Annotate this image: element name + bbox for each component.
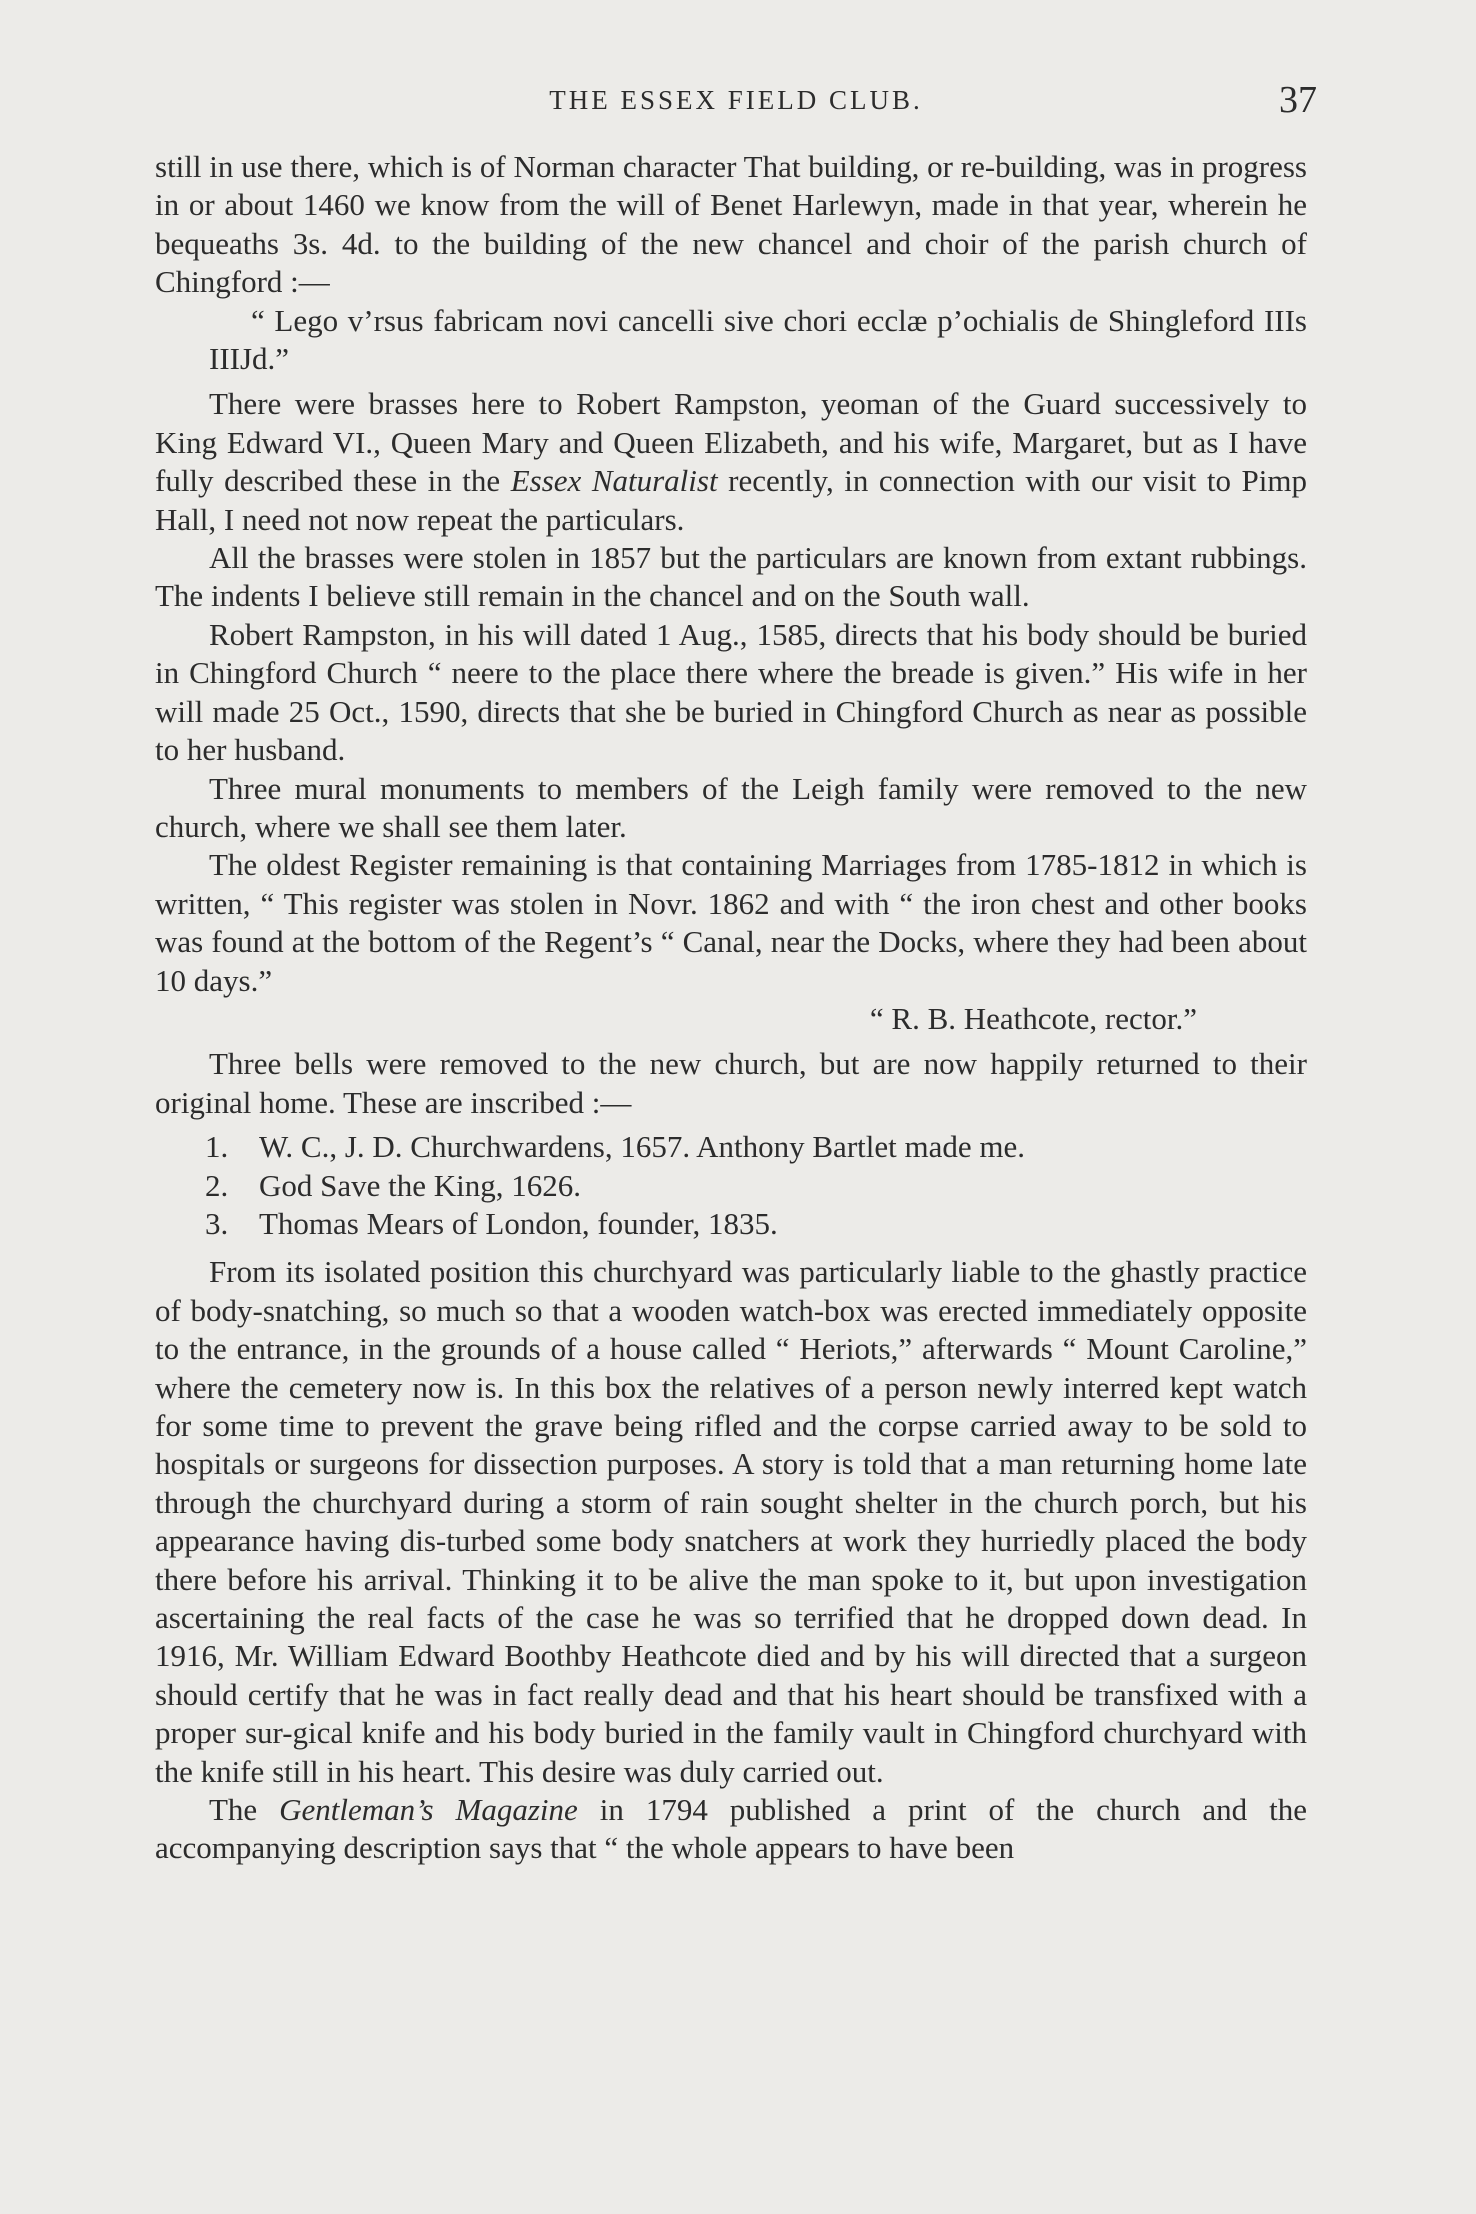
paragraph-brasses — [155, 385, 1307, 539]
paragraph-stolen-brasses: All the brasses were stolen in 1857 but the particulars are known from extant rubbings. The indents I believe still remain in the chancel and on the South wall. — [155, 540, 1307, 614]
paragraph-leigh-monuments: Three mural monuments to members of the Leigh family were removed to the new church, where we shall see them later. — [155, 770, 1307, 844]
paragraph-gentlemans-magazine — [155, 1791, 1307, 1868]
essex-naturalist-title: Essex Naturalist — [510, 463, 718, 499]
bell-item — [155, 1167, 1307, 1205]
bell-number: 1. — [205, 1129, 229, 1165]
bell-inscription: Thomas Mears of London, founder, 1835. — [259, 1205, 778, 1241]
bell-number: 2. — [205, 1167, 229, 1203]
body-text — [155, 148, 1307, 1868]
paragraph-brasses-text-1: There were brasses here to Robert Rampston, yeoman of the Guard successively to King Edward VI., Queen Mary and Queen Elizabeth, and his wife, Margaret, but as I have fully described these in the — [155, 386, 1307, 499]
paragraph-magazine-text-1: The — [209, 1792, 280, 1828]
paragraph-magazine-text-2: in 1794 published a print of the church and the accompanying description says that “ the whole appears to have been — [155, 1792, 1308, 1866]
bell-inscription: God Save the King, 1626. — [259, 1167, 582, 1203]
gentlemans-magazine-title: Gentleman’s Magazine — [279, 1792, 578, 1828]
paragraph-register: The oldest Register remaining is that containing Marriages from 1785-1812 in which is written, “ This register was stolen in Novr. 1862 and with “ the iron chest and other books was found at the bottom of the Regent’s “ Canal, near the Docks, where they had been about 10 days.” — [155, 847, 1307, 998]
running-head — [155, 78, 1317, 122]
paragraph-brasses-text-2: recently, in connection with our visit to Pimp Hall, I need not now repeat the particulars. — [155, 463, 1307, 537]
running-title: THE ESSEX FIELD CLUB. — [549, 85, 923, 115]
paragraph-rampston-will: Robert Rampston, in his will dated 1 Aug., 1585, directs that his body should be buried in Chingford Church “ neere to the place there where the breade is given.” His wife in her will made 25 Oct., 1590, directs that she be buried in Chingford Church as near as possible to her husband. — [155, 616, 1307, 768]
latin-bequest-quote: “ Lego v’rsus fabricam novi cancelli sive chori ecclæ p’ochialis de Shingleford IIIs IIIJd.” — [209, 302, 1307, 377]
bell-item — [155, 1205, 1307, 1243]
page-number: 37 — [1279, 79, 1317, 121]
rector-signature: “ R. B. Heathcote, rector.” — [869, 1000, 1197, 1036]
bell-item — [155, 1128, 1307, 1166]
paragraph-body-snatching: From its isolated position this churchyard was particularly liable to the ghastly practice of body-snatching, so much so that a wooden watch-box was erected immediately opposite to the entrance, in the grounds of a house called “ Heriots,” afterwards “ Mount Caroline,” where the cemetery now is. In this box the relatives of a person newly interred kept watch for some time to prevent the grave being rifled and the corpse carried away to be sold to hospitals or surgeons for dissection purposes. A story is told that a man returning home late through the churchyard during a storm of rain sought shelter in the church porch, but his appearance having dis-turbed some body snatchers at work they hurriedly placed the body there before his arrival. Thinking it to be alive the man spoke to it, but upon investigation ascertaining the real facts of the case he was so terrified that he dropped down dead. In 1916, Mr. William Edward Boothby Heathcote died and by his will directed that a surgeon should certify that he was in fact really dead and that his heart should be transfixed with a proper sur-gical knife and his body buried in the family vault in Chingford churchyard with the knife still in his heart. This desire was duly carried out. — [155, 1254, 1307, 1789]
bell-inscription: W. C., J. D. Churchwardens, 1657. Anthony Bartlet made me. — [259, 1129, 1025, 1165]
paragraph-bells: Three bells were removed to the new church, but are now happily returned to their original home. These are inscribed :— — [155, 1046, 1307, 1120]
bell-inscription-list — [155, 1128, 1307, 1243]
bell-number: 3. — [205, 1205, 229, 1241]
paragraph-norman-character: still in use there, which is of Norman character That building, or re-building, was in progress in or about 1460 we know from the will of Benet Harlewyn, made in that year, wherein he bequeaths 3s. 4d. to the building of the new chancel and choir of the parish church of Chingford :— — [155, 149, 1307, 300]
